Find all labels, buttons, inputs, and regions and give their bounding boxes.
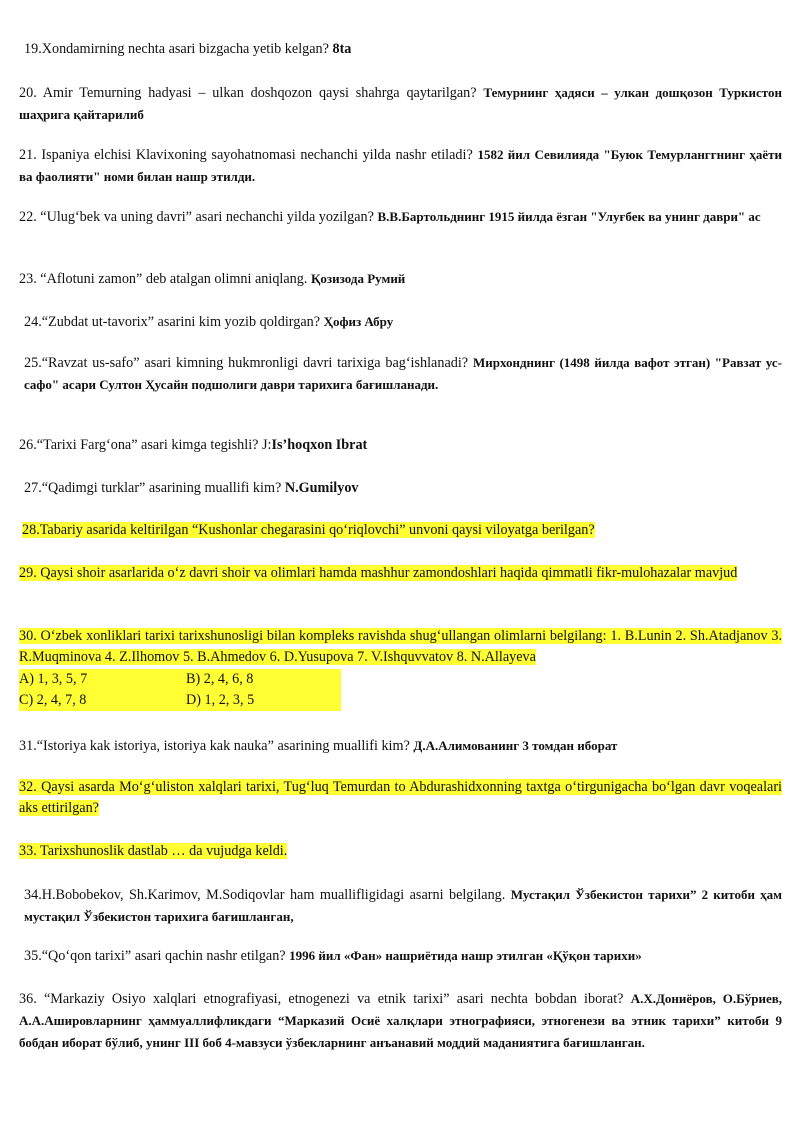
question-number: 31.: [19, 738, 37, 754]
question-31: [19, 735, 782, 757]
question-number: 27.: [24, 480, 42, 496]
answer-text: А.Х.Дониёров, О.Бўриев, А.А.Ашировларнинг ҳаммуаллифликдаги “Марказий Осиё халқлари этнографияси, этногенези ва этник тарихи” китоби 9 бобдан иборат бўлиб, унинг III боб 4-мавзуси ўзбекларнинг анъанавий моддий маданиятига бағишланган.: [19, 991, 782, 1050]
question-35: [24, 945, 787, 967]
answer-text: N.Gumilyov: [281, 480, 359, 496]
answer-text: Қозизода Румий: [310, 271, 406, 286]
question-text: “Istoriya kak istoriya, istoriya kak nauka” asarining muallifi kim?: [36, 738, 410, 754]
option-c: C) 2, 4, 7, 8: [19, 692, 87, 708]
answer-text: Ҳофиз Абру: [323, 314, 394, 329]
question-text: “Markaziy Osiyo xalqlari etnografiyasi, etnogenezi va etnik tarixi” asari nechta bobdan iborat?: [36, 991, 624, 1007]
option-a: A) 1, 3, 5, 7: [19, 671, 88, 687]
answer-text: 1996 йил «Фан» нашриётида нашр этилган «Қўқон тарихи»: [289, 948, 642, 963]
question-32: [19, 777, 782, 819]
question-number: 33.: [19, 843, 37, 859]
question-text: Amir Temurning hadyasi – ulkan doshqozon qaysi shahrga qaytarilgan?: [36, 85, 477, 101]
question-number: 26.: [19, 437, 37, 453]
answer-text: Д.А.Алимованинг 3 томдан иборат: [413, 738, 618, 753]
question-text: “Aflotuni zamon” deb atalgan olimni aniqlang.: [36, 271, 308, 287]
question-number: 23.: [19, 271, 37, 287]
answer-text: Is’hoqxon Ibrat: [271, 437, 368, 453]
question-text: O‘zbek xonliklari tarixi tarixshunosligi bilan kompleks ravishda shug‘ullangan olimlarni belgilang: 1. B.Lunin 2. Sh.Atadjanov 3. R.Muqminova 4. Z.Ilhomov 5. B.Ahmedov 6. D.Yusupova 7. V.Ishquvvatov 8. N.Allayeva: [19, 628, 782, 665]
question-text: Tabariy asarida keltirilgan “Kushonlar chegarasini qo‘riqlovchi” unvoni qaysi viloyatga berilgan?: [39, 522, 595, 538]
question-text: Qaysi asarda Mo‘g‘uliston xalqlari tarixi, Tug‘luq Temurdan to Abdurashidxonning taxtga o‘tirgunigacha bo‘lgan davr voqealari aks ettirilgan?: [19, 779, 782, 816]
question-number: 36.: [19, 991, 37, 1007]
question-19: [24, 39, 787, 60]
question-22: [19, 206, 782, 228]
question-number: 35.: [24, 948, 42, 964]
question-number: 19.: [24, 41, 42, 57]
question-text: Xondamirning nechta asari bizgacha yetib kelgan?: [41, 41, 329, 57]
option-b: B) 2, 4, 6, 8: [186, 671, 254, 687]
answer-text: Темурнинг ҳадяси – улкан дошқозон Туркистон шаҳрига қайтарилиб: [19, 85, 783, 122]
question-number: 20.: [19, 85, 37, 101]
question-25: [24, 352, 782, 396]
question-text: “Tarixi Farg‘ona” asari kimga tegishli? J:: [36, 437, 272, 453]
answer-text: 8ta: [332, 41, 352, 57]
question-number: 32.: [19, 779, 37, 795]
question-21: [19, 144, 782, 188]
question-number: 29.: [19, 565, 37, 581]
option-d: D) 1, 2, 3, 5: [186, 692, 255, 708]
question-30: [19, 626, 782, 668]
answer-text: 1582 йил Севилияда "Буюк Темурланггнинг ҳаёти ва фаолияти" номи билан нашр этилди.: [19, 147, 782, 184]
question-text: “Qo‘qon tarixi” asari qachin nashr etilgan?: [41, 948, 286, 964]
question-24: [24, 311, 787, 333]
question-text: “Qadimgi turklar” asarining muallifi kim?: [41, 480, 282, 496]
question-text: “Zubdat ut-tavorix” asarini kim yozib qoldirgan?: [41, 314, 321, 330]
question-26: [19, 435, 782, 456]
question-29: [19, 563, 782, 584]
question-text: Ispaniya elchisi Klavixoning sayohatnomasi nechanchi yilda nashr etiladi?: [36, 147, 473, 163]
question-number: 22.: [19, 209, 37, 225]
question-text: H.Bobobekov, Sh.Karimov, M.Sodiqovlar ham muallifligidagi asarni belgilang.: [41, 887, 506, 903]
question-28: [22, 520, 785, 541]
question-34: [24, 884, 782, 928]
question-23: [19, 268, 782, 290]
question-33: [19, 841, 782, 862]
question-27: [24, 478, 787, 499]
question-text: Tarixshunoslik dastlab … da vujudga keldi.: [36, 843, 288, 859]
question-text: “Ulug‘bek va uning davri” asari nechanchi yilda yozilgan?: [36, 209, 374, 225]
question-number: 28.: [22, 522, 40, 538]
question-20: [19, 82, 782, 126]
options-row-1: [19, 669, 341, 690]
options-row-2: [19, 690, 341, 711]
question-number: 30.: [19, 628, 37, 644]
question-number: 24.: [24, 314, 42, 330]
answer-text: Мустақил Ўзбекистон тарихи” 2 китоби ҳам мустақил Ўзбекистон тарихига бағишланган,: [24, 887, 783, 924]
question-text: Qaysi shoir asarlarida o‘z davri shoir va olimlari hamda mashhur zamondoshlari haqida qimmatli fikr-mulohazalar mavjud: [36, 565, 738, 581]
answer-text: В.В.Бартольднинг 1915 йилда ёзган "Улуғбек ва унинг даври" ас: [377, 209, 761, 224]
question-36: [19, 988, 782, 1054]
question-text: “Ravzat us-safo” asari kimning hukmronligi davri tarixiga bag‘ishlanadi?: [41, 355, 469, 371]
question-number: 25.: [24, 355, 42, 371]
question-number: 34.: [24, 887, 42, 903]
answer-text: Мирхонднинг (1498 йилда вафот этган) "Равзат ус-сафо" асари Султон Ҳусайн подшолиги даври тарихига бағишланади.: [24, 355, 782, 392]
question-number: 21.: [19, 147, 37, 163]
